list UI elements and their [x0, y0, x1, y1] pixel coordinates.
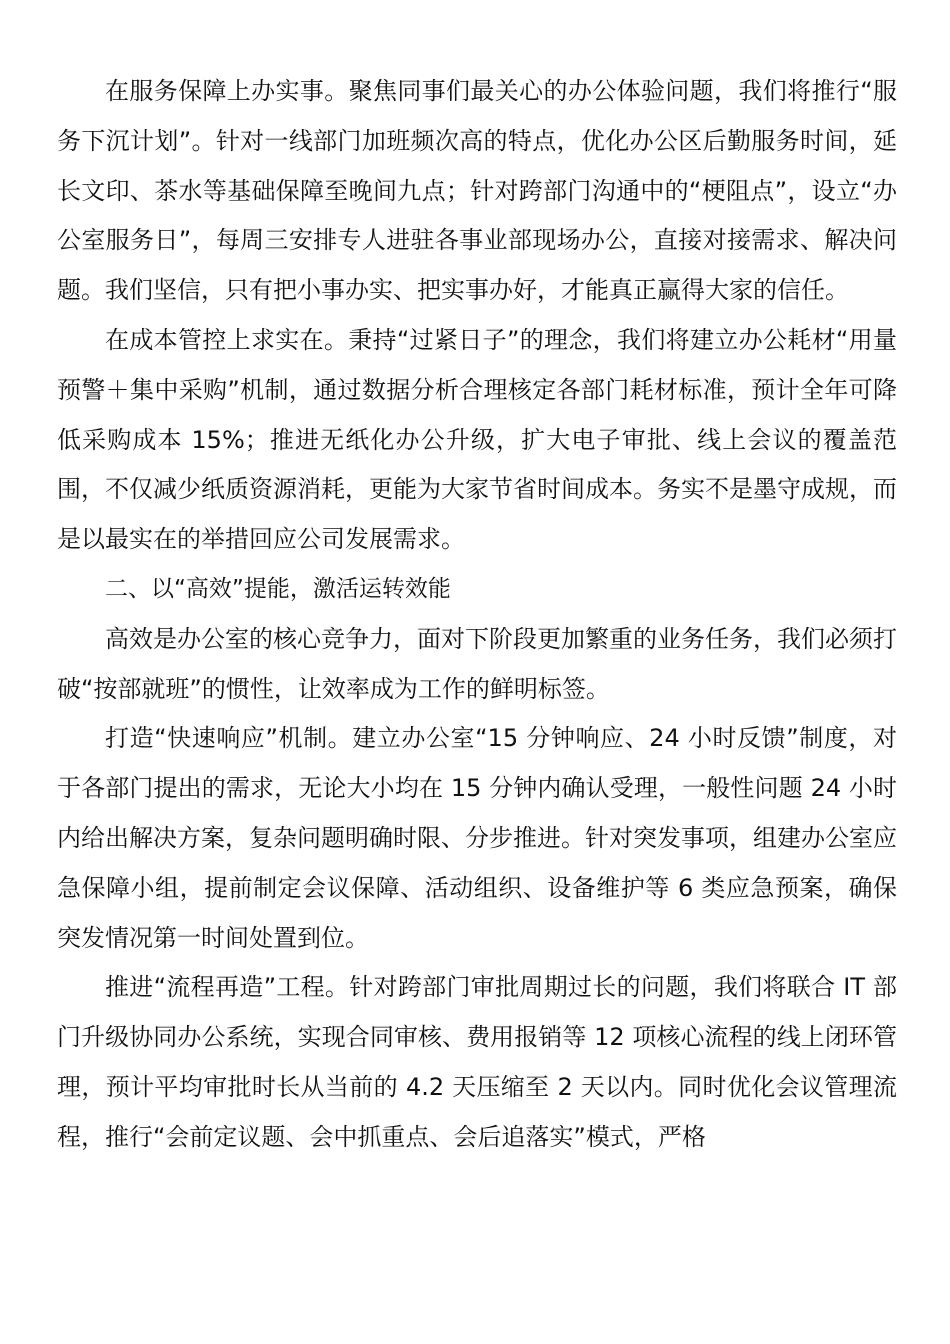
- section-heading-efficiency: 二、以“高效”提能，激活运转效能: [105, 575, 451, 602]
- document-body: [57, 67, 897, 1163]
- paragraph-efficiency-intro: 高效是办公室的核心竞争力，面对下阶段更加繁重的业务任务，我们必须打破“按部就班”的惯性，让效率成为工作的鲜明标签。: [57, 624, 897, 703]
- paragraph-service-guarantee: 在服务保障上办实事。聚焦同事们最关心的办公体验问题，我们将推行“服务下沉计划”。针对一线部门加班频次高的特点，优化办公区后勤服务时间，延长文印、茶水等基础保障至晚间九点；针对跨部门沟通中的“梗阻点”，设立“办公室服务日”，每周三安排专人进驻各事业部现场办公，直接对接需求、解决问题。我们坚信，只有把小事办实、把实事办好，才能真正赢得大家的信任。: [57, 77, 897, 305]
- paragraph-rapid-response: 打造“快速响应”机制。建立办公室“15 分钟响应、24 小时反馈”制度，对于各部门提出的需求，无论大小均在 15 分钟内确认受理，一般性问题 24 小时内给出解决方案，复杂问题明确时限、分步推进。针对突发事项，组建办公室应急保障小组，提前制定会议保障、活动组织、设备维护等 6 类应急预案，确保突发情况第一时间处置到位。: [57, 724, 897, 952]
- paragraph-cost-control: 在成本管控上求实在。秉持“过紧日子”的理念，我们将建立办公耗材“用量预警＋集中采购”机制，通过数据分析合理核定各部门耗材标准，预计全年可降低采购成本 15%；推进无纸化办公升级，扩大电子审批、线上会议的覆盖范围，不仅减少纸质资源消耗，更能为大家节省时间成本。务实不是墨守成规，而是以最实在的举措回应公司发展需求。: [57, 325, 897, 554]
- paragraph-process-reengineering: 推进“流程再造”工程。针对跨部门审批周期过长的问题，我们将联合 IT 部门升级协同办公系统，实现合同审核、费用报销等 12 项核心流程的线上闭环管理，预计平均审批时长从当前的 4.2 天压缩至 2 天以内。同时优化会议管理流程，推行“会前定议题、会中抓重点、会后追落实”模式，严格: [57, 973, 897, 1151]
